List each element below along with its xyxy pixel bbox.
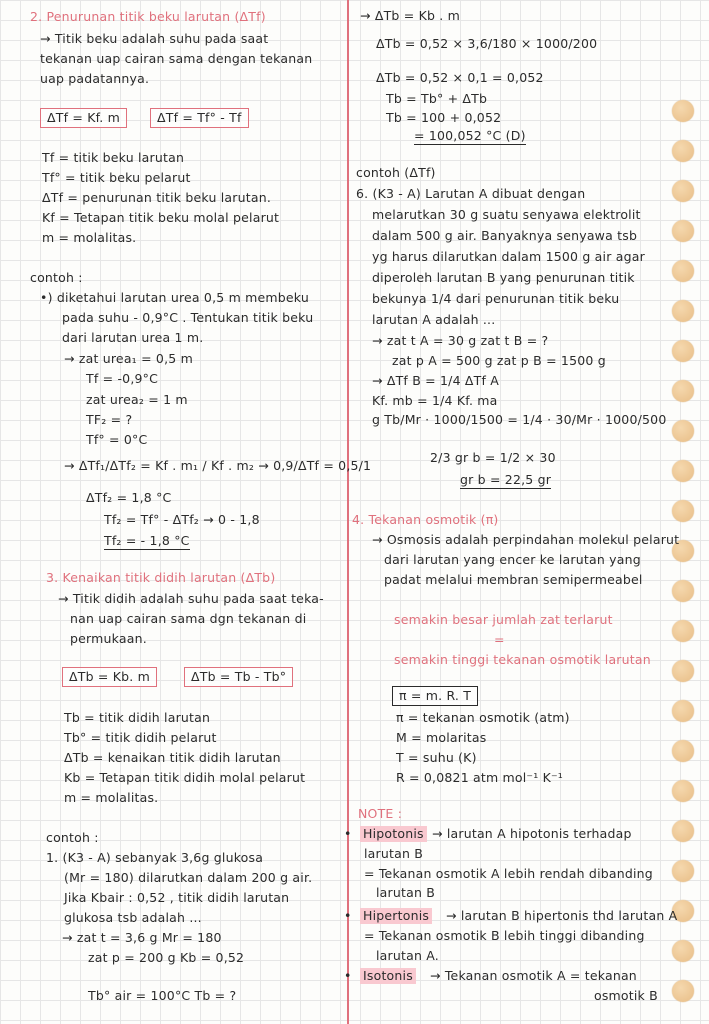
osmotic-definition-line: → Osmosis adalah perpindahan molekul pelarut bbox=[372, 532, 680, 547]
tb-legend-line: Kb = Tetapan titik didih molal pelarut bbox=[64, 770, 306, 785]
binder-hole bbox=[672, 940, 694, 962]
sol6-final-answer: gr b = 22,5 gr bbox=[460, 472, 552, 487]
binder-hole bbox=[672, 380, 694, 402]
tb-given-line: Tb° air = 100°C Tb = ? bbox=[88, 988, 237, 1003]
binder-hole bbox=[672, 660, 694, 682]
tb-calc-line: Tb = Tb° + ΔTb bbox=[386, 91, 488, 106]
sol6-line: → ΔTf B = 1/4 ΔTf A bbox=[372, 373, 500, 388]
tb-problem-line: glukosa tsb adalah ... bbox=[64, 910, 202, 925]
tb-formula-box: ΔTb = Kb. m bbox=[62, 667, 157, 687]
tb-definition-line: permukaan. bbox=[70, 631, 147, 646]
note-line: osmotik B bbox=[594, 988, 658, 1003]
section-heading-osmotic: 4. Tekanan osmotik (π) bbox=[352, 512, 499, 527]
tf-legend-line: ΔTf = penurunan titik beku larutan. bbox=[42, 190, 272, 205]
osmotic-relation-line: semakin besar jumlah zat terlarut bbox=[394, 612, 613, 627]
sol6-line: g Tb/Mr · 1000/1500 = 1/4 · 30/Mr · 1000/500 bbox=[372, 412, 667, 427]
tf-legend-line: Tf° = titik beku pelarut bbox=[42, 170, 191, 185]
problem6-line: bekunya 1/4 dari penurunan titik beku bbox=[372, 291, 620, 306]
note-line: = Tekanan osmotik A lebih rendah dibanding bbox=[364, 866, 653, 881]
note-bullet: • bbox=[344, 968, 352, 983]
example-label: contoh (ΔTf) bbox=[356, 165, 436, 180]
problem6-line: 6. (K3 - A) Larutan A dibuat dengan bbox=[356, 186, 586, 201]
tf-problem-line: •) diketahui larutan urea 0,5 m membeku bbox=[40, 290, 309, 305]
tf-definition-line: → Titik beku adalah suhu pada saat bbox=[40, 31, 269, 46]
binder-hole bbox=[672, 740, 694, 762]
tf-formula-box: ΔTf = Tf° - Tf bbox=[150, 108, 249, 128]
tb-legend-line: Tb° = titik didih pelarut bbox=[64, 730, 217, 745]
note-line: → Tekanan osmotik A = tekanan bbox=[430, 968, 637, 983]
sol6-line: Kf. mb = 1/4 Kf. ma bbox=[372, 393, 498, 408]
binder-hole bbox=[672, 700, 694, 722]
note-line: → larutan A hipotonis terhadap bbox=[432, 826, 632, 841]
binder-hole bbox=[672, 260, 694, 282]
tb-definition-line: → Titik didih adalah suhu pada saat teka- bbox=[58, 591, 324, 606]
osmotic-legend-line: M = molaritas bbox=[396, 730, 487, 745]
tf-formula-box: ΔTf = Kf. m bbox=[40, 108, 127, 128]
note-bullet: • bbox=[344, 908, 352, 923]
binder-hole bbox=[672, 980, 694, 1002]
osmotic-legend-line: R = 0,0821 atm mol⁻¹ K⁻¹ bbox=[396, 770, 564, 785]
tf-final-answer: Tf₂ = - 1,8 °C bbox=[104, 533, 190, 548]
tf-ratio: → ΔTf₁/ΔTf₂ = Kf . m₁ / Kf . m₂ → 0,9/ΔTf = 0,5/1 bbox=[64, 458, 372, 473]
tf-solution-line: Tf° = 0°C bbox=[86, 432, 148, 447]
binder-hole bbox=[672, 100, 694, 122]
section-heading-tb: 3. Kenaikan titik didih larutan (ΔTb) bbox=[46, 570, 276, 585]
tb-problem-line: Jika Kbair : 0,52 , titik didih larutan bbox=[64, 890, 290, 905]
tf-legend-line: m = molalitas. bbox=[42, 230, 137, 245]
tf-problem-line: pada suhu - 0,9°C . Tentukan titik beku bbox=[62, 310, 314, 325]
note-line: larutan B bbox=[364, 846, 424, 861]
tf-problem-line: dari larutan urea 1 m. bbox=[62, 330, 204, 345]
sol6-line: → zat t A = 30 g zat t B = ? bbox=[372, 333, 549, 348]
tf-legend-line: Kf = Tetapan titik beku molal pelarut bbox=[42, 210, 280, 225]
note-term-hipertonis: Hipertonis bbox=[360, 908, 432, 924]
binder-hole bbox=[672, 780, 694, 802]
binder-hole bbox=[672, 580, 694, 602]
tf-legend-line: Tf = titik beku larutan bbox=[42, 150, 185, 165]
osmotic-relation-equals: = bbox=[494, 632, 505, 647]
binder-hole bbox=[672, 460, 694, 482]
note-line: larutan B bbox=[376, 885, 436, 900]
note-line: = Tekanan osmotik B lebih tinggi dibanding bbox=[364, 928, 645, 943]
problem6-line: melarutkan 30 g suatu senyawa elektrolit bbox=[372, 207, 641, 222]
osmotic-legend-line: T = suhu (K) bbox=[396, 750, 477, 765]
binder-hole bbox=[672, 820, 694, 842]
problem6-line: yg harus dilarutkan dalam 1500 g air agar bbox=[372, 249, 645, 264]
tb-problem-line: (Mr = 180) dilarutkan dalam 200 g air. bbox=[64, 870, 313, 885]
binder-hole bbox=[672, 500, 694, 522]
tf-result: Tf₂ = Tf° - ΔTf₂ → 0 - 1,8 bbox=[104, 512, 260, 527]
osmotic-definition-line: padat melalui membran semipermeabel bbox=[384, 572, 643, 587]
sol6-line: 2/3 gr b = 1/2 × 30 bbox=[430, 450, 556, 465]
tb-calc-line: ΔTb = 0,52 × 0,1 = 0,052 bbox=[376, 70, 544, 85]
osmotic-legend-line: π = tekanan osmotik (atm) bbox=[396, 710, 570, 725]
tb-legend-line: Tb = titik didih larutan bbox=[64, 710, 211, 725]
osmotic-definition-line: dari larutan yang encer ke larutan yang bbox=[384, 552, 641, 567]
note-term-hipotonis: Hipotonis bbox=[360, 826, 427, 842]
tf-solution-line: zat urea₂ = 1 m bbox=[86, 392, 188, 407]
tf-definition-line: tekanan uap cairan sama dengan tekanan bbox=[40, 51, 313, 66]
example-label: contoh : bbox=[46, 830, 99, 845]
binder-hole bbox=[672, 300, 694, 322]
tb-definition-line: nan uap cairan sama dgn tekanan di bbox=[70, 611, 307, 626]
tb-calc-line: Tb = 100 + 0,052 bbox=[386, 110, 502, 125]
binder-hole bbox=[672, 340, 694, 362]
tb-legend-line: ΔTb = kenaikan titik didih larutan bbox=[64, 750, 281, 765]
problem6-line: larutan A adalah ... bbox=[372, 312, 496, 327]
column-divider bbox=[347, 0, 349, 1024]
note-line: larutan A. bbox=[376, 948, 439, 963]
problem6-line: dalam 500 g air. Banyaknya senyawa tsb bbox=[372, 228, 638, 243]
osmotic-formula-box: π = m. R. T bbox=[392, 686, 478, 706]
tb-legend-line: m = molalitas. bbox=[64, 790, 159, 805]
note-term-isotonis: Isotonis bbox=[360, 968, 416, 984]
section-heading-tf: 2. Penurunan titik beku larutan (ΔTf) bbox=[30, 9, 266, 24]
binder-hole bbox=[672, 860, 694, 882]
tf-definition-line: uap padatannya. bbox=[40, 71, 150, 86]
tb-final-answer: = 100,052 °C (D) bbox=[414, 128, 526, 143]
note-line: → larutan B hipertonis thd larutan A bbox=[446, 908, 678, 923]
osmotic-relation-line: semakin tinggi tekanan osmotik larutan bbox=[394, 652, 651, 667]
tf-solution-line: TF₂ = ? bbox=[86, 412, 133, 427]
tf-solution-line: → zat urea₁ = 0,5 m bbox=[64, 351, 193, 366]
binder-hole bbox=[672, 620, 694, 642]
binder-hole bbox=[672, 140, 694, 162]
problem6-line: diperoleh larutan B yang penurunan titik bbox=[372, 270, 635, 285]
binder-hole bbox=[672, 220, 694, 242]
binder-hole bbox=[672, 180, 694, 202]
tf-solution-line: Tf = -0,9°C bbox=[86, 371, 159, 386]
note-label: NOTE : bbox=[358, 806, 403, 821]
tb-calc-line: ΔTb = 0,52 × 3,6/180 × 1000/200 bbox=[376, 36, 598, 51]
tb-formula-box: ΔTb = Tb - Tb° bbox=[184, 667, 293, 687]
note-bullet: • bbox=[344, 826, 352, 841]
tb-given-line: → zat t = 3,6 g Mr = 180 bbox=[62, 930, 222, 945]
tf-result: ΔTf₂ = 1,8 °C bbox=[86, 490, 172, 505]
example-label: contoh : bbox=[30, 270, 83, 285]
sol6-line: zat p A = 500 g zat p B = 1500 g bbox=[392, 353, 606, 368]
tb-given-line: zat p = 200 g Kb = 0,52 bbox=[88, 950, 245, 965]
binder-hole bbox=[672, 420, 694, 442]
tb-calc-line: → ΔTb = Kb . m bbox=[360, 8, 461, 23]
tb-problem-line: 1. (K3 - A) sebanyak 3,6g glukosa bbox=[46, 850, 264, 865]
